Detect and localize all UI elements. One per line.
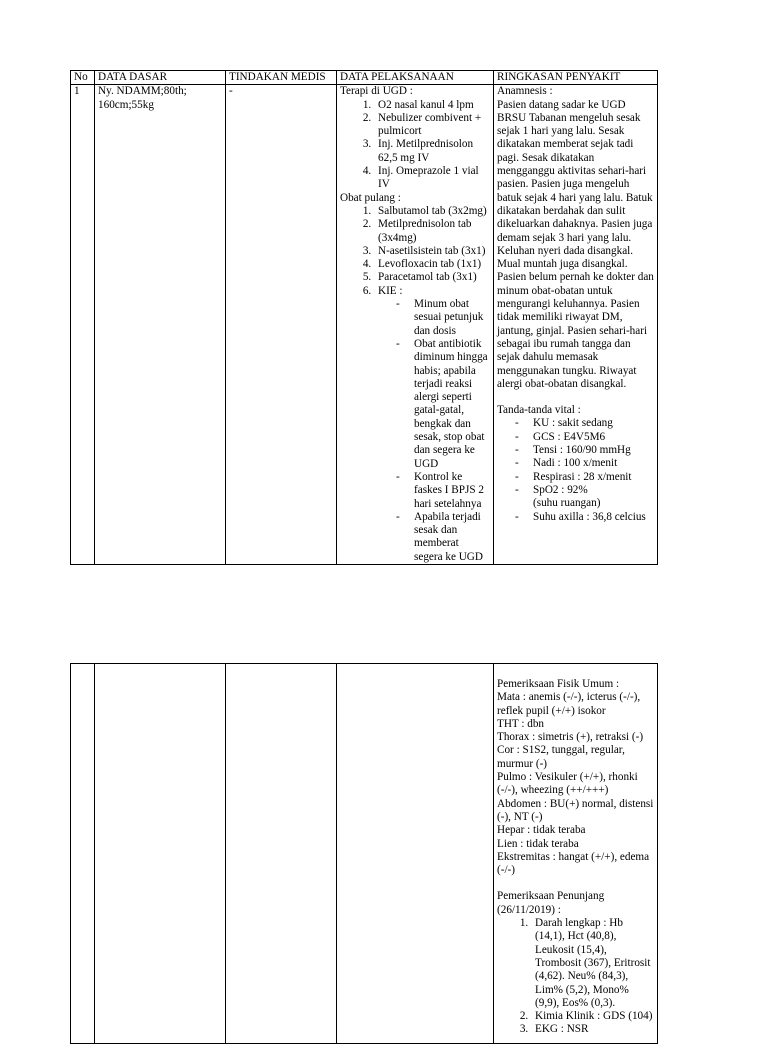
list-item: - Suhu axilla : 36,8 celcius [533, 511, 654, 524]
discharge-meds-list [340, 205, 490, 564]
list-item: 4. Levofloxacin tab (1x1) [374, 258, 490, 271]
vital-signs-title: Tanda-tanda vital : [497, 404, 581, 417]
kie-list [378, 298, 490, 564]
physical-exam-line: Hepar : tidak teraba [497, 824, 586, 837]
list-item: - KU : sakit sedang [533, 417, 654, 430]
list-item: 5. Paracetamol tab (3x1) [374, 271, 490, 284]
header-data-pelaksanaan: DATA PELAKSANAAN [337, 71, 494, 85]
supporting-exam-list [497, 917, 654, 1037]
list-item: 2. Kimia Klinik : GDS (104) [531, 1010, 654, 1023]
ugd-therapy-list [340, 99, 490, 192]
list-item: 2. Metilprednisolon tab (3x4mg) [374, 218, 490, 245]
discharge-meds-title: Obat pulang : [340, 191, 401, 204]
list-item: 1. O2 nasal kanul 4 lpm [374, 99, 490, 112]
anamnesis-text: Pasien datang sadar ke UGD BRSU Tabanan mengeluh sesak sejak 1 hari yang lalu. Sesak dikatakan memberat sejak tadi pagi. Sesak dikatakan mengganggu aktivitas sehari-hari pasien. Pasien juga mengeluh batuk sejak 4 hari yang lalu. Batuk dikatakan berdahak dan sulit dikeluarkan dahaknya. Pasien juga demam sejak 3 hari yang lalu. Keluhan nyeri dada disangkal. Mual muntah juga disangkal. Pasien belum pernah ke dokter dan minum obat-obatan untuk mengurangi keluhannya. Pasien tidak memiliki riwayat DM, jantung, ginjal. Pasien sehari-hari sebagai ibu rumah tangga dan sejak dahulu memasak menggunakan tungku. Riwayat alergi obat-obatan disangkal. [497, 98, 654, 390]
list-item [533, 484, 654, 511]
physical-exam-title: Pemeriksaan Fisik Umum : [497, 678, 620, 690]
list-item: - Minum obat sesuai petunjuk dan dosis [414, 298, 490, 338]
medical-table-page2 [70, 663, 658, 1044]
list-item: 4. Inj. Omeprazole 1 vial IV [374, 165, 490, 192]
cell-data-pelaksanaan-empty [337, 664, 494, 1044]
physical-exam-line: Lien : tidak teraba [497, 837, 579, 850]
physical-exam-line: THT : dbn [497, 717, 545, 730]
list-item: 3. EKG : NSR [531, 1023, 654, 1036]
cell-data-dasar: Ny. NDAMM;80th; 160cm;55kg [95, 85, 226, 565]
list-item: - GCS : E4V5M6 [533, 431, 654, 444]
table-row [71, 85, 658, 565]
table-header-row [71, 71, 658, 85]
cell-data-dasar-empty [95, 664, 226, 1044]
list-item: 2. Nebulizer combivent + pulmicort [374, 112, 490, 139]
list-item: 3. N-asetilsistein tab (3x1) [374, 245, 490, 258]
ugd-therapy-title: Terapi di UGD : [340, 85, 413, 98]
header-ringkasan-penyakit: RINGKASAN PENYAKIT [494, 71, 658, 85]
vital-signs-list [497, 417, 654, 523]
cell-tindakan-medis-empty [226, 664, 337, 1044]
cell-data-pelaksanaan [337, 85, 494, 565]
header-tindakan-medis: TINDAKAN MEDIS [226, 71, 337, 85]
cell-tindakan-medis: - [226, 85, 337, 565]
physical-exam-line: Ekstremitas : hangat (+/+), edema (-/-) [497, 850, 650, 877]
header-no: No [71, 71, 95, 85]
cell-ringkasan-penyakit [494, 85, 658, 565]
physical-exam-line: Mata : anemis (-/-), icterus (-/-), reflek pupil (+/+) isokor [497, 691, 641, 717]
cell-ringkasan-continued [494, 664, 658, 1044]
physical-exam-line: Pulmo : Vesikuler (+/+), rhonki (-/-), wheezing (++/+++) [497, 771, 638, 797]
list-item: 3. Inj. Metilprednisolon 62,5 mg IV [374, 138, 490, 165]
list-item: - Tensi : 160/90 mmHg [533, 444, 654, 457]
header-data-dasar: DATA DASAR [95, 71, 226, 85]
medical-table-page1 [70, 70, 658, 565]
list-item-kie [374, 285, 490, 564]
list-item: - Obat antibiotik diminum hingga habis; apabila terjadi reaksi alergi seperti gatal-gatal, bengkak dan sesak, stop obat dan segera ke UGD [414, 338, 490, 471]
list-item: - Kontrol ke faskes I BPJS 2 hari setelahnya [414, 471, 490, 511]
anamnesis-title: Anamnesis : [497, 85, 553, 98]
table-row [71, 664, 658, 1044]
physical-exam-line: Thorax : simetris (+), retraksi (-) [497, 731, 644, 744]
supporting-exam-title: Pemeriksaan Penunjang (26/11/2019) : [497, 890, 605, 916]
list-item: - Apabila terjadi sesak dan memberat segera ke UGD [414, 511, 490, 564]
cell-no: 1 [71, 85, 95, 565]
cell-no-empty [71, 664, 95, 1044]
list-item: 1. Salbutamol tab (3x2mg) [374, 205, 490, 218]
list-item: - Nadi : 100 x/menit [533, 457, 654, 470]
physical-exam-line: Abdomen : BU(+) normal, distensi (-), NT (-) [497, 797, 654, 823]
kie-label: KIE : [378, 284, 403, 297]
physical-exam-line: Cor : S1S2, tunggal, regular, murmur (-) [497, 744, 625, 770]
list-item: - Respirasi : 28 x/menit [533, 471, 654, 484]
list-item: 1. Darah lengkap : Hb (14,1), Hct (40,8), Leukosit (15,4), Trombosit (367), Eritrosit (4,62). Neu% (84,3), Lim% (5,2), Mono% (9,9), Eos% (0,3). [531, 917, 654, 1010]
spo2-value: SpO2 : 92% [533, 483, 588, 496]
spo2-note: (suhu ruangan) [533, 497, 601, 510]
